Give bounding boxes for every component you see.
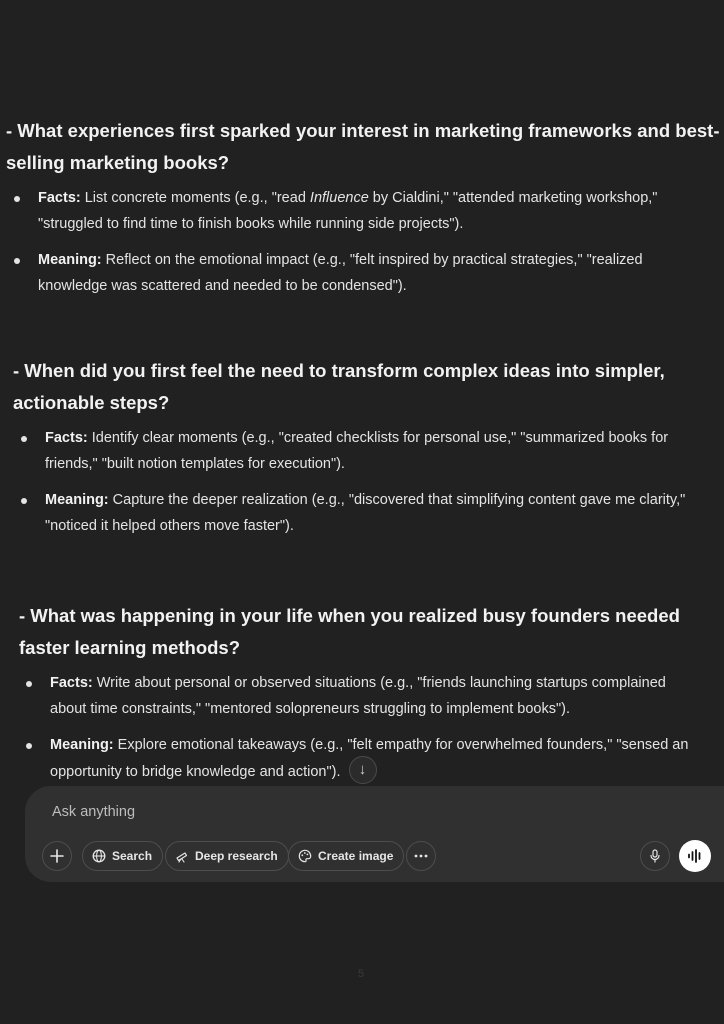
bullet-icon [14,196,20,202]
question-heading: - What was happening in your life when you realized busy founders needed faster learning methods? [19,605,680,658]
item-label: Facts: [38,190,81,206]
bullet-icon [26,681,32,687]
answer-list [26,670,706,786]
create-image-button-label: Create image [318,849,394,863]
item-text: List concrete moments (e.g., "read [80,190,310,206]
voice-waveform-icon [687,849,703,863]
page-number: 5 [358,968,365,980]
answer-list [21,425,721,539]
item-text: Reflect on the emotional impact (e.g., "felt inspired by practical strategies," "realized knowledge was scattered and needed to be condensed"). [38,252,643,294]
question-section-1 [6,115,724,309]
bullet-icon [14,258,20,264]
item-text-end: by Cialdini," "attended marketing workshop," "struggled to find time to finish books while running side projects"). [38,190,658,232]
item-text-italic: Influence [309,190,369,206]
item-label: Meaning: [38,252,102,268]
telescope-icon [175,849,189,863]
item-label: Meaning: [50,737,114,753]
microphone-button[interactable] [640,841,670,871]
more-options-button[interactable] [406,841,436,871]
composer-toolbar [42,840,724,872]
search-button[interactable] [82,841,163,871]
item-text: Identify clear moments (e.g., "created checklists for personal use," "summarized books for friends," "built notion templates for execution"). [45,430,669,472]
answer-list [14,185,714,299]
deep-research-button-label: Deep research [195,849,278,863]
list-item-facts [21,425,721,477]
list-item-meaning [21,487,721,539]
question-heading: - When did you first feel the need to transform complex ideas into simpler, actionable steps? [13,360,665,413]
deep-research-button[interactable] [165,841,289,871]
palette-icon [298,849,312,863]
bullet-icon [21,436,27,442]
question-heading: - What experiences first sparked your interest in marketing frameworks and best-selling marketing books? [6,120,720,173]
add-button[interactable] [42,841,72,871]
search-button-label: Search [112,849,153,863]
list-item-meaning [26,732,706,786]
microphone-icon [649,849,661,863]
arrow-down-icon: ↓ [358,761,367,778]
plus-icon [50,849,64,863]
scroll-down-button[interactable] [349,756,377,784]
ellipsis-icon [414,854,428,858]
question-section-3 [19,600,719,796]
bullet-icon [26,743,32,749]
item-text: Write about personal or observed situations (e.g., "friends launching startups complained about time constraints," "mentored solopreneurs struggling to implement books"). [50,675,666,717]
globe-icon [92,849,106,863]
question-section-2 [13,355,724,549]
prompt-input[interactable]: Ask anything [52,804,136,820]
item-text: Capture the deeper realization (e.g., "discovered that simplifying content gave me clarity," "noticed it helped others move faster"). [45,492,686,534]
composer [25,786,724,882]
bullet-icon [21,498,27,504]
list-item-meaning [14,247,714,299]
list-item-facts [14,185,714,237]
create-image-button[interactable] [288,841,404,871]
list-item-facts [26,670,706,722]
item-label: Meaning: [45,492,109,508]
voice-mode-button[interactable] [679,840,711,872]
item-label: Facts: [45,430,88,446]
item-text: Explore emotional takeaways (e.g., "felt empathy for overwhelmed founders," "sensed an opportunity to bridge knowledge and action"). [50,737,689,780]
item-label: Facts: [50,675,93,691]
